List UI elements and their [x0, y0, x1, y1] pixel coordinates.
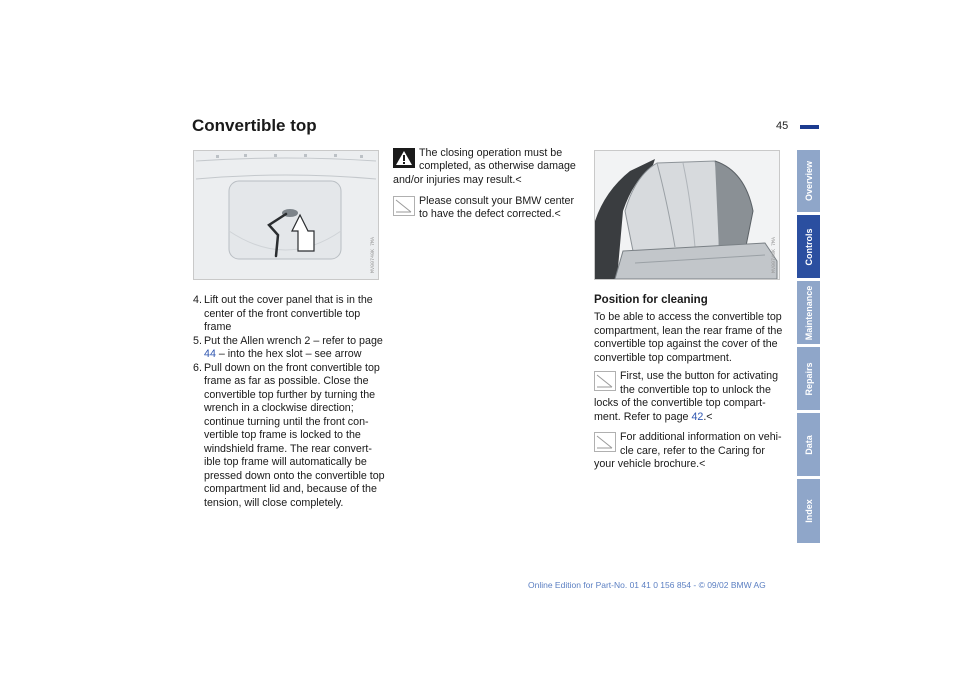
warning-note: The closing operation must be — [393, 147, 583, 161]
figure-cover-panel — [193, 150, 379, 280]
activation-note: First, use the button for activating the convertible top to unlock the locks of the convertible top compart-ment. Refer to page 42.< — [594, 370, 779, 423]
tab-overview[interactable]: Overview — [797, 150, 820, 212]
step-4: 4. Lift out the cover panel that is in the center of the front convertible top frame — [193, 294, 373, 333]
figure-cleaning-position — [594, 150, 780, 280]
convertible-top-illustration — [595, 151, 779, 279]
tab-index[interactable]: Index — [797, 479, 820, 543]
tab-maintenance[interactable]: Maintenance — [797, 281, 820, 344]
warning-note-rest: completed, as otherwise damage and/or injuries may result.< — [393, 160, 576, 186]
footer-edition: Online Edition for Part-No. 01 41 0 156 854 - © 09/02 BMW AG — [528, 580, 766, 590]
note-icon — [393, 196, 415, 216]
info-note-rest: to have the defect corrected.< — [419, 208, 561, 220]
cover-panel-illustration — [194, 151, 378, 279]
tab-repairs[interactable]: Repairs — [797, 347, 820, 410]
step-6: 6. Pull down on the front convertible top frame as far as possible. Close the convertible top further by turning the wrench in a clockwise direction; continue turning until the front con-vertible top frame is locked to the windshield frame. The rear convert-ible top frame will automatically be pressed down onto the convertible top compartment lid and, because of the tension, will close completely. — [193, 361, 385, 509]
note-icon — [594, 371, 616, 391]
figure-code: MV00740K 7MA — [370, 236, 376, 273]
figure-code: MV00740K 7MA — [771, 236, 777, 273]
page-link-42[interactable]: 42 — [691, 410, 704, 423]
section-heading: Position for cleaning — [594, 294, 708, 306]
instruction-steps — [193, 294, 385, 510]
page-title: Convertible top — [192, 116, 317, 135]
page-number-bar — [800, 125, 819, 129]
care-note: For additional information on vehi- cle care, refer to the Caring for your vehicle brochure.< — [594, 431, 782, 470]
step-5: 5. Put the Allen wrench 2 – refer to page 44 – into the hex slot – see arrow — [193, 334, 383, 360]
page-link-44[interactable]: 44 — [204, 348, 216, 360]
tab-controls[interactable]: Controls — [797, 215, 820, 278]
cleaning-body-text: To be able to access the convertible top compartment, lean the rear frame of the convertible top against the cover of the convertible top compartment. — [594, 311, 783, 364]
info-note: Please consult your BMW center — [393, 195, 583, 209]
note-icon — [594, 432, 616, 452]
tab-data[interactable]: Data — [797, 413, 820, 476]
page-number: 45 — [776, 120, 789, 132]
